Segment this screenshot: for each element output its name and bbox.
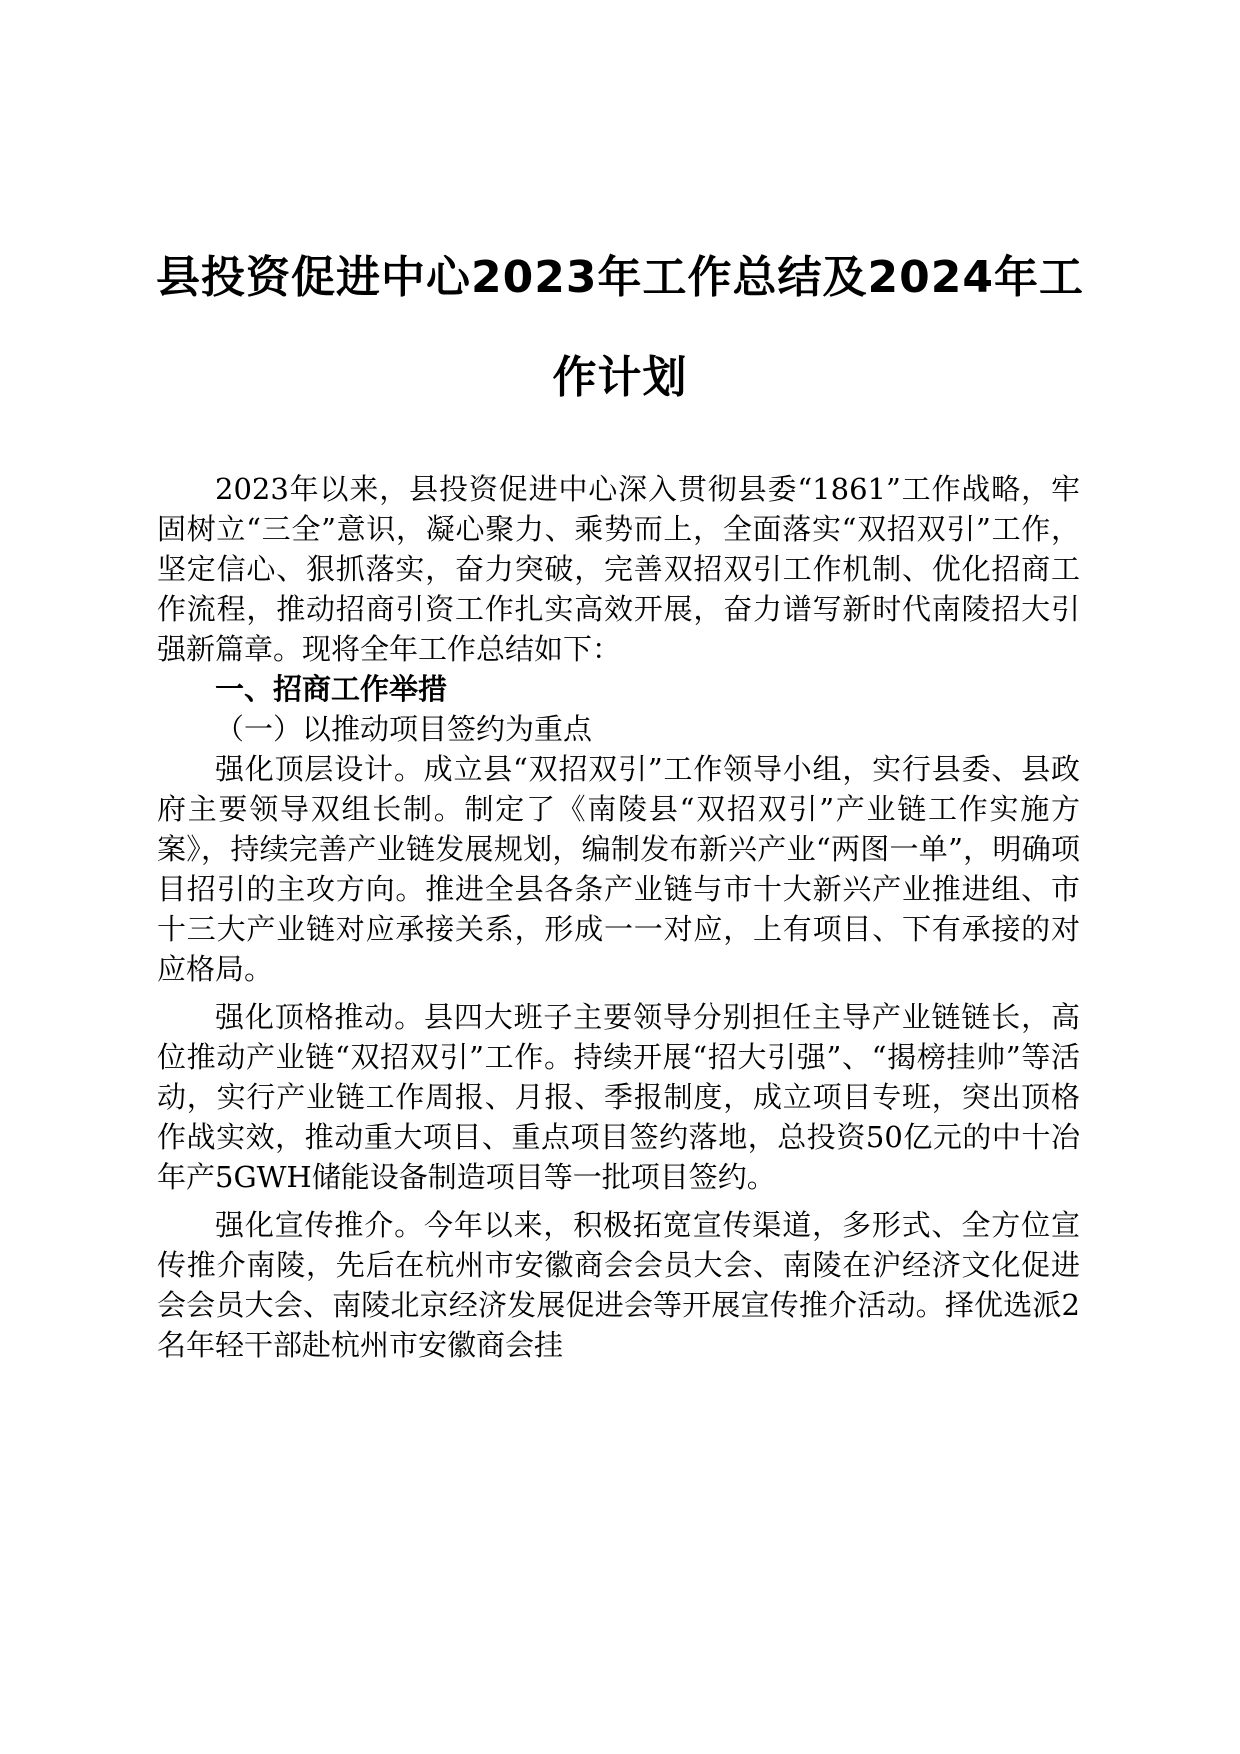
body-paragraph: 强化顶层设计。成立县“双招双引”工作领导小组，实行县委、县政府主要领导双组长制。制定了《南陵县“双招双引”产业链工作实施方案》，持续完善产业链发展规划，编制发布新兴产业“两图一单”，明确项目招引的主攻方向。推进全县各条产业链与市十大新兴产业推进组、市十三大产业链对应承接关系，形成一一对应，上有项目、下有承接的对应格局。 xyxy=(157,752,1080,986)
section-heading: 一、招商工作举措 xyxy=(215,672,448,706)
body-paragraph: 强化顶格推动。县四大班子主要领导分别担任主导产业链链长，高位推动产业链“双招双引”工作。持续开展“招大引强”、“揭榜挂帅”等活动，实行产业链工作周报、月报、季报制度，成立项目专班，突出顶格作战实效，推动重大项目、重点项目签约落地，总投资50亿元的中十冶年产5GWH储能设备制造项目等一批项目签约。 xyxy=(157,1000,1080,1194)
document-body xyxy=(157,469,1080,1365)
intro-paragraph: 2023年以来，县投资促进中心深入贯彻县委“1861”工作战略，牢固树立“三全”意识，凝心聚力、乘势而上，全面落实“双招双引”工作，坚定信心、狠抓落实，奋力突破，完善双招双引工作机制、优化招商工作流程，推动招商引资工作扎实高效开展，奋力谱写新时代南陵招大引强新篇章。现将全年工作总结如下： xyxy=(157,472,1080,666)
subsection-heading: （一）以推动项目签约为重点 xyxy=(215,712,593,746)
document-title: 县投资促进中心2023年工作总结及2024年工作计划 xyxy=(156,252,1084,403)
body-paragraph: 强化宣传推介。今年以来，积极拓宽宣传渠道，多形式、全方位宣传推介南陵，先后在杭州市安徽商会会员大会、南陵在沪经济文化促进会会员大会、南陵北京经济发展促进会等开展宣传推介活动。择优选派2名年轻干部赴杭州市安徽商会挂 xyxy=(157,1208,1080,1362)
